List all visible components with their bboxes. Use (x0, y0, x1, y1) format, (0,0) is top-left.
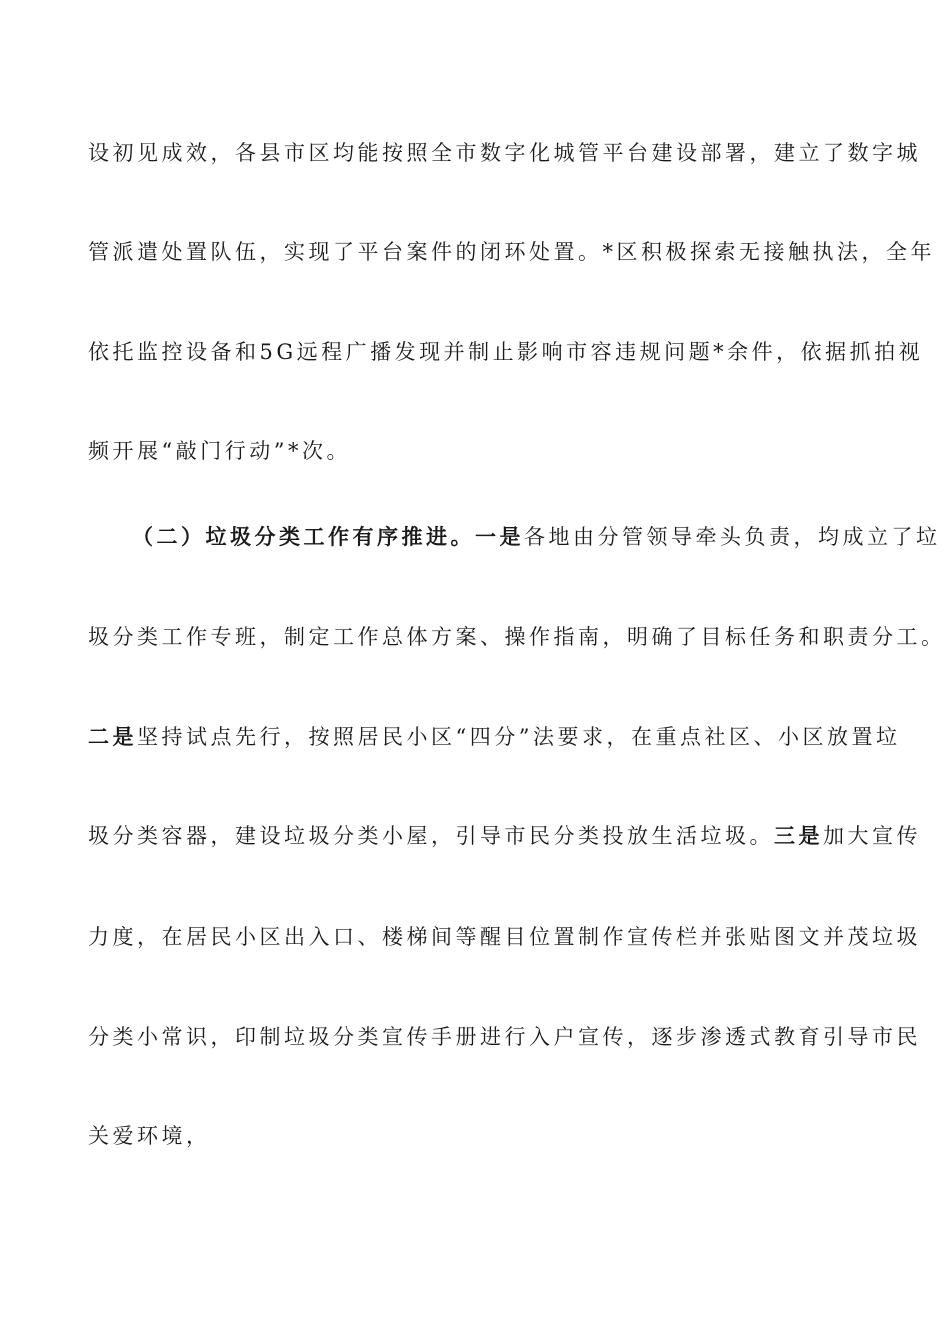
text-line-10 (88, 1022, 921, 1052)
text-run: 设初见成效，各县市区均能按照全市数字化城管平台建设部署，建立了数字城 (88, 141, 921, 165)
text-line-11 (88, 1121, 888, 1151)
text-run: 圾分类工作专班，制定工作总体方案、操作指南，明确了目标任务和职责分工。 (88, 625, 946, 649)
text-run: 频开展“敲门行动”*次。 (88, 439, 351, 463)
text-run: 分类小常识，印制垃圾分类宣传手册进行入户宣传，逐步渗透式教育引导市民 (88, 1025, 921, 1049)
text-line-2 (88, 237, 935, 267)
text-line-9 (88, 922, 921, 952)
text-run: 力度，在居民小区出入口、楼梯间等醒目位置制作宣传栏并张贴图文并茂垃圾 (88, 925, 921, 949)
text-line-3 (88, 337, 924, 367)
text-run: 各地由分管领导牵头负责，均成立了垃 (524, 525, 941, 549)
section-heading-line (132, 522, 941, 552)
text-line-8 (88, 821, 921, 851)
text-run: 坚持试点先行，按照居民小区“四分”法要求，在重点社区、小区放置垃 (137, 725, 901, 749)
text-run: 加大宣传 (823, 824, 921, 848)
point-marker-one: 一是 (475, 524, 524, 549)
text-run: 圾分类容器，建设垃圾分类小屋，引导市民分类投放生活垃圾。 (88, 824, 774, 848)
point-marker-three: 三是 (774, 823, 823, 848)
section-heading: （二）垃圾分类工作有序推进。 (132, 524, 475, 549)
text-run: 关爱环境， (88, 1124, 211, 1148)
text-line-1 (88, 138, 921, 168)
text-run: 管派遣处置队伍，实现了平台案件的闭环处置。*区积极探索无接触执法，全年 (88, 240, 935, 264)
text-line-7 (88, 722, 901, 752)
text-line-6 (88, 622, 946, 652)
point-marker-two: 二是 (88, 724, 137, 749)
text-run: 依托监控设备和5G远程广播发现并制止影响市容违规问题*余件，依据抓拍视 (88, 340, 924, 364)
text-line-4 (88, 436, 888, 466)
